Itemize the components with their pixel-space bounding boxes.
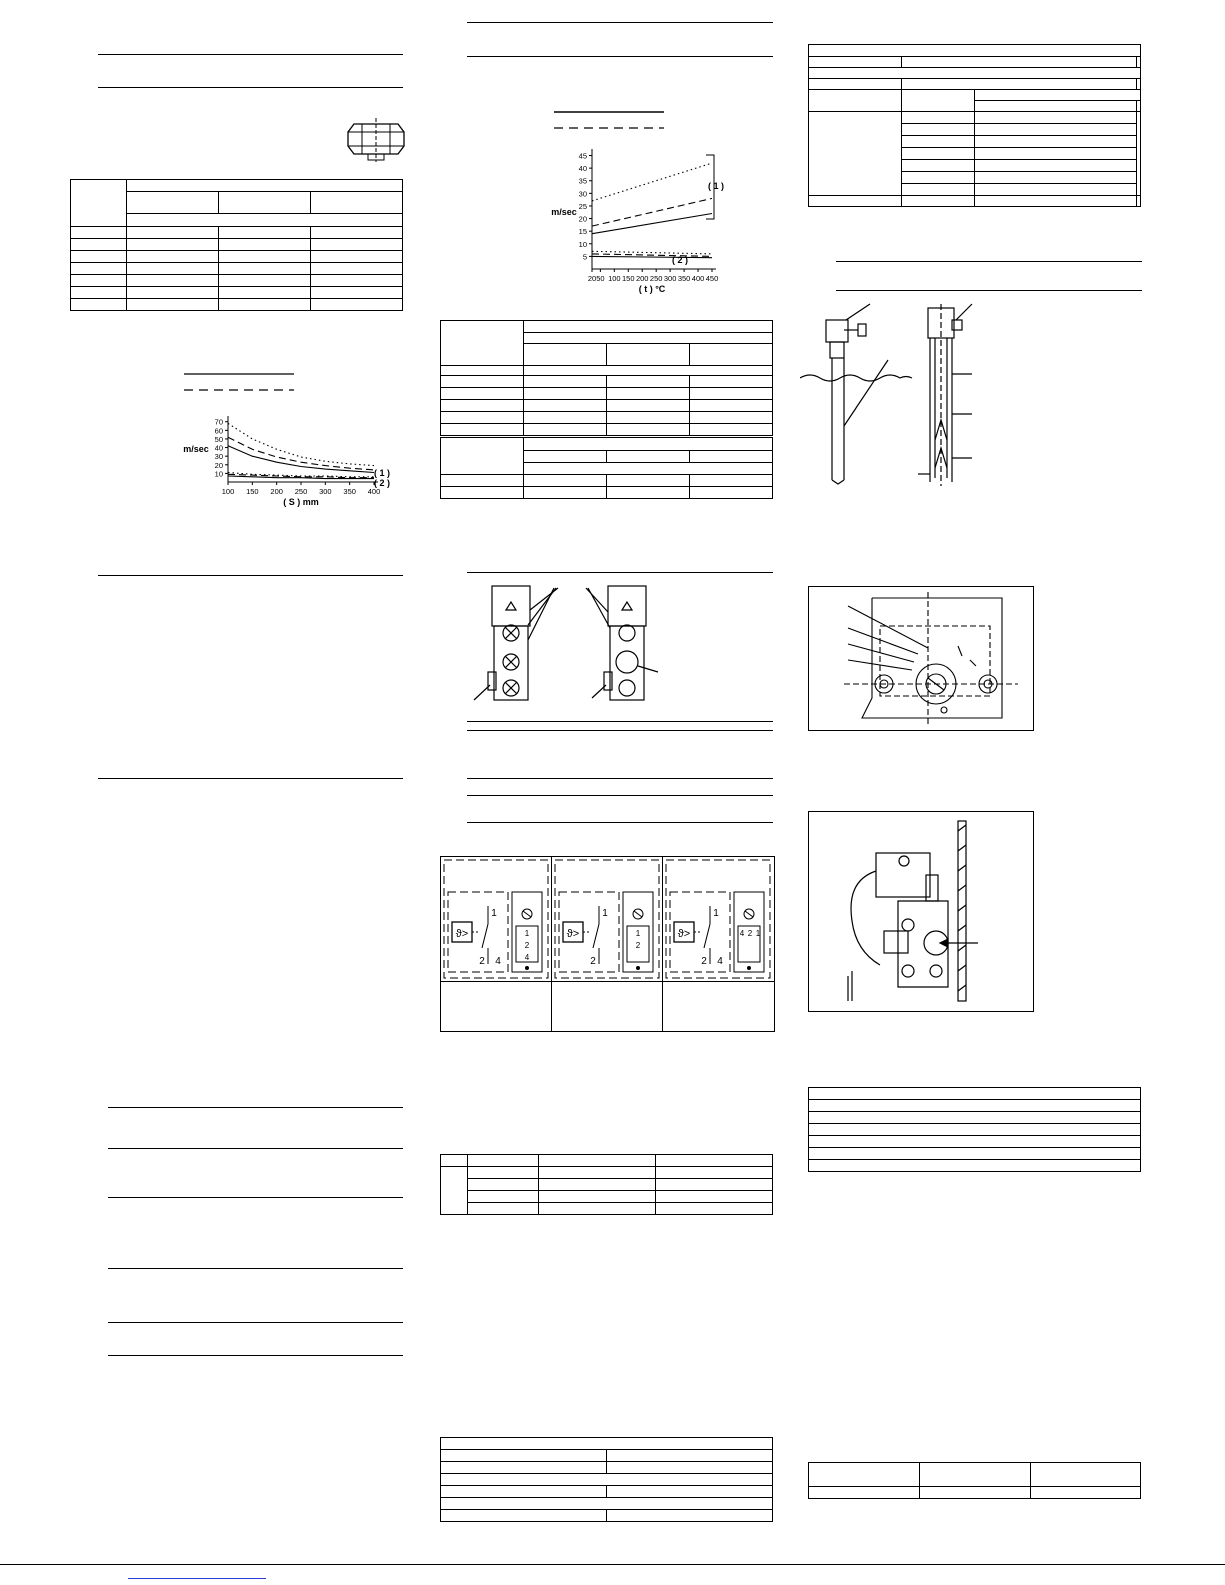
rule (467, 795, 773, 796)
series-line (592, 198, 712, 226)
terminal-label: 1 (635, 929, 641, 938)
mounting-drawing (808, 811, 1033, 1011)
series-line (592, 251, 712, 254)
x-tick-label: 400 (367, 487, 381, 496)
series-line (592, 256, 712, 257)
x-tick-label: 150 (246, 487, 259, 496)
chart1-legend (180, 368, 300, 398)
spec-table-4 (440, 1154, 773, 1215)
spec-table-3 (440, 437, 773, 499)
x-tick-label: 100 (608, 274, 621, 283)
contact-blade (704, 924, 710, 948)
y-tick-label: 50 (214, 434, 223, 444)
y-tick-label: 30 (214, 452, 223, 462)
contact-frame (555, 860, 659, 978)
x-tick-label: 50 (596, 274, 605, 283)
x-axis-label: ( S ) mm (283, 497, 319, 507)
series-line (592, 163, 712, 201)
rule (467, 822, 773, 823)
contact-blade (482, 924, 488, 948)
y-tick-label: 45 (578, 151, 587, 161)
y-tick-label: 40 (214, 443, 223, 453)
velocity-vs-length-chart (176, 410, 406, 510)
terminal-label: 1 (755, 929, 761, 938)
rule (467, 730, 773, 731)
x-tick-label: 350 (343, 487, 356, 496)
x-tick-label: 200 (270, 487, 283, 496)
y-tick-label: 20 (578, 214, 587, 224)
contact-label: 4 (717, 956, 723, 967)
series-annotation: ( 1 ) (708, 181, 725, 191)
rule (467, 572, 773, 573)
series-annotation: ( 2 ) (374, 478, 391, 488)
y-axis-label: m/sec (551, 207, 577, 217)
contact-label: 2 (479, 956, 485, 967)
sensor-symbol: ϑ> (677, 928, 691, 940)
spec-table-2 (440, 320, 773, 436)
y-tick-label: 10 (578, 239, 587, 249)
terminal-screw-slot (745, 911, 753, 917)
x-tick-label: 100 (221, 487, 235, 496)
contact-symbol-drawings (440, 856, 774, 981)
x-tick-label: 400 (691, 274, 705, 283)
terminal-screw-slot (523, 911, 531, 917)
terminal-label: 4 (739, 929, 745, 938)
x-tick-label: 200 (635, 274, 649, 283)
y-tick-label: 40 (578, 164, 587, 174)
series-line (228, 473, 374, 477)
chart2-legend (550, 106, 670, 136)
rule (108, 1197, 403, 1198)
rule (98, 87, 403, 88)
terminal-label: 1 (524, 929, 530, 938)
y-tick-label: 5 (582, 252, 587, 262)
spec-table-6 (808, 44, 1141, 207)
rule (108, 1107, 403, 1108)
series-line (592, 214, 712, 234)
x-tick-label: 300 (663, 274, 677, 283)
contact-blade (593, 924, 599, 948)
rule (467, 778, 773, 779)
footer-link[interactable] (128, 1578, 266, 1579)
rule (467, 56, 773, 57)
x-tick-label: 150 (622, 274, 635, 283)
terminal-dot (636, 966, 640, 970)
terminal-label: 2 (747, 929, 753, 938)
x-tick-label: 300 (319, 487, 332, 496)
rule (108, 1268, 403, 1269)
spec-table-7 (808, 1087, 1141, 1172)
x-tick-label: 250 (649, 274, 663, 283)
rule (98, 575, 403, 576)
contact-label: 2 (701, 956, 707, 967)
spec-table-5 (440, 1437, 773, 1522)
rule (467, 22, 773, 23)
y-tick-label: 10 (214, 469, 223, 479)
y-tick-label: 30 (578, 189, 587, 199)
x-tick-label: 250 (294, 487, 308, 496)
rule (836, 290, 1142, 291)
y-tick-label: 25 (578, 201, 587, 211)
series-annotation: ( 1 ) (374, 468, 391, 478)
spec-table-1 (70, 179, 403, 311)
rule (98, 778, 403, 779)
terminal-dot (747, 966, 751, 970)
rule (108, 1148, 403, 1149)
series-annotation: ( 2 ) (672, 255, 689, 265)
contact-label: 1 (713, 908, 719, 919)
rule (108, 1355, 403, 1356)
terminal-label: 4 (524, 953, 530, 962)
series-line (592, 254, 712, 257)
sensor-well-drawings (800, 300, 1000, 490)
thermostat-front-views (470, 580, 670, 705)
sensor-symbol: ϑ> (455, 928, 469, 940)
y-tick-label: 60 (214, 426, 223, 436)
y-tick-label: 70 (214, 417, 223, 427)
y-tick-label: 20 (214, 460, 223, 470)
velocity-vs-temperature-chart (548, 145, 778, 297)
footer-rule (0, 1564, 1225, 1565)
x-tick-label: 20 (587, 274, 597, 283)
x-tick-label: 450 (705, 274, 719, 283)
contact-label: 4 (495, 956, 501, 967)
x-axis-label: ( t ) °C (638, 284, 666, 294)
rule (98, 54, 403, 55)
rule (467, 721, 773, 722)
rule (836, 261, 1142, 262)
y-tick-label: 15 (578, 227, 587, 237)
nut-icon (344, 116, 408, 164)
y-axis-label: m/sec (183, 444, 209, 454)
contact-label: 2 (590, 956, 596, 967)
series-line (228, 423, 374, 465)
terminal-dot (525, 966, 529, 970)
terminal-screw-slot (634, 911, 642, 917)
spec-table-8 (808, 1462, 1141, 1499)
x-tick-label: 350 (677, 274, 691, 283)
series-line (228, 437, 374, 470)
terminal-label: 2 (524, 941, 530, 950)
terminal-label: 2 (635, 941, 641, 950)
contact-label: 1 (602, 908, 608, 919)
contact-label: 1 (491, 908, 497, 919)
sensor-symbol: ϑ> (566, 928, 580, 940)
setpoint-dial-drawing (808, 586, 1033, 730)
rule (108, 1322, 403, 1323)
y-tick-label: 35 (578, 176, 587, 186)
series-line (228, 446, 374, 473)
